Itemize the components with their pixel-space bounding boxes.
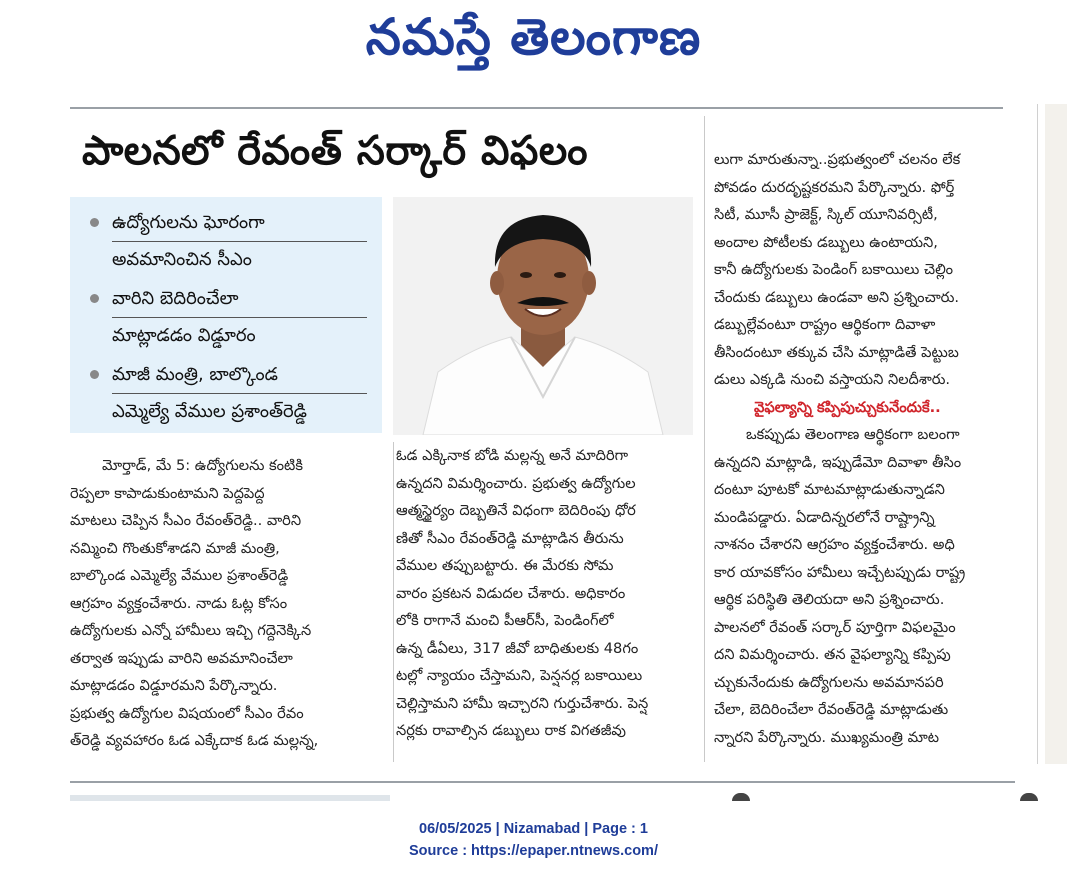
text-line: లుగా మారుతున్నా..ప్రభుత్వంలో చలనం లేక (714, 151, 961, 168)
text-line: మాటలు చెప్పిన సీఎం రేవంత్‌రెడ్డి.. వారిని (70, 512, 302, 529)
right-edge-rule (1037, 104, 1038, 764)
text-line: పోవడం దురదృష్టకరమని పేర్కొన్నారు. ఫోర్త్ (714, 178, 955, 196)
text-line: న్నారని పేర్కొన్నారు. ముఖ్యమంత్రి మాట (714, 728, 939, 746)
text-line: మోర్తాడ్, మే 5: ఉద్యోగులను కంటికి (102, 457, 303, 474)
column-divider (393, 442, 394, 762)
text-line: చ్చుకునేందుకు ఉద్యోగులను అవమానపరి (714, 673, 944, 691)
text-line: సిటీ, మూసీ ప్రాజెక్ట్, స్కిల్ యూనివర్సిటీ, (714, 206, 938, 223)
text-line: ఉన్న డీఏలు, 317 జీవో బాధితులకు 48గం (396, 639, 639, 657)
text-line: రెప్పలా కాపాడుకుంటామని పెద్దపెద్ద (70, 484, 265, 502)
text-line: ఆగ్రహం వ్యక్తంచేశారు. నాడు ఓట్ల కోసం (70, 594, 288, 612)
text-line: మాట్లాడడం విడ్డూరమని పేర్కొన్నారు. (70, 677, 278, 694)
text-line: త్‌రెడ్డి వ్యవహారం ఓడ ఎక్కేదాక ఓడ మల్లన్న, (70, 732, 319, 749)
highlight-line: అవమానించిన సీఎం (112, 249, 252, 270)
text-line: బాల్కొండ ఎమ్మెల్యే వేముల ప్రశాంత్‌రెడ్డి (70, 567, 289, 584)
highlight-line: ఉద్యోగులను ఘోరంగా (112, 205, 367, 242)
article-column-2 (396, 442, 694, 745)
bullet-icon (90, 218, 99, 227)
highlight-line: మాజీ మంత్రి, బాల్కొండ (112, 357, 367, 394)
article-headline: పాలనలో రేవంత్ సర్కార్ విఫలం (82, 128, 589, 174)
text-line: లోకి రాగానే మంచి పీఆర్‌సీ, పెండింగ్‌లో (396, 612, 614, 629)
portrait-image (393, 197, 693, 435)
text-line: నమ్మించి గొంతుకోశాడని మాజీ మంత్రి, (70, 539, 280, 557)
text-line: ఆత్మస్థైర్యం దెబ్బతినే విధంగా బెదిరింపు ధోర (396, 502, 636, 519)
next-article-glyph (732, 793, 750, 801)
text-line: ఉన్నదని మాట్లాడి, ఇప్పుడేమో దివాళా తీసిం (714, 453, 962, 471)
section-subheading: వైఫల్యాన్ని కప్పిపుచ్చుకునేందుకే.. (754, 398, 941, 416)
highlight-line: ఎమ్మెల్యే వేముల ప్రశాంత్‌రెడ్డి (112, 401, 307, 422)
text-line: తీసిందంటూ తక్కువ చేసి మాట్లాడితే పెట్టుబ (714, 343, 959, 361)
text-line: దని విమర్శించారు. తన వైఫల్యాన్ని కప్పిపు (714, 646, 951, 663)
highlights-box (70, 197, 382, 433)
bullet-icon (90, 370, 99, 379)
top-rule (70, 107, 1003, 109)
text-line: ఆర్థిక పరిస్థితి తెలియదా అని ప్రశ్నించారు. (714, 591, 945, 608)
text-line: చెల్లిస్తామని హామీ ఇచ్చారని గుర్తుచేశారు. పెన్ష (396, 694, 649, 712)
source-link[interactable]: Source : https://epaper.ntnews.com/ (409, 843, 658, 859)
bottom-rule (70, 781, 1015, 783)
politician-photo (393, 197, 693, 435)
text-line: డులు ఎక్కడి నుంచి వస్తాయని నిలదీశారు. (714, 371, 951, 388)
edition-info: 06/05/2025 | Nizamabad | Page : 1 (419, 821, 648, 837)
next-article-strip (70, 795, 390, 801)
text-line: కానీ ఉద్యోగులకు పెండింగ్ బకాయిలు చెల్లిం (714, 261, 954, 278)
text-line: టల్లో న్యాయం చేస్తామని, పెన్షనర్ల బకాయిలు (396, 667, 643, 684)
text-line: ఉద్యోగులకు ఎన్నో హామీలు ఇచ్చి గద్దెనెక్కిన (70, 622, 312, 639)
text-line: అందాల పోటీలకు డబ్బులు ఉంటాయని, (714, 233, 938, 251)
text-line: కార యావకోసం హామీలు ఇచ్చేటప్పుడు రాష్ట్ర (714, 563, 966, 581)
text-line: దంటూ పూటకో మాటమాట్లాడుతున్నాడని (714, 481, 945, 498)
article-column-1 (70, 452, 384, 755)
text-line: ఒకప్పుడు తెలంగాణ ఆర్థికంగా బలంగా (746, 426, 960, 443)
text-line: తర్వాత ఇప్పుడు వారిని అవమానించేలా (70, 649, 293, 667)
text-line: మండిపడ్డారు. ఏడాదిన్నరలోనే రాష్ట్రాన్ని (714, 508, 935, 526)
text-line: ఓడ ఎక్కినాక బోడి మల్లన్న అనే మాదిరిగా (396, 447, 629, 464)
text-line: చేందుకు డబ్బులు ఉండవా అని ప్రశ్నించారు. (714, 288, 960, 306)
highlight-line: మాట్లాడడం విడ్డూరం (112, 325, 256, 346)
text-line: ఉన్నదని విమర్శించారు. ప్రభుత్వ ఉద్యోగుల (396, 474, 636, 492)
article-column-3 (714, 146, 1030, 751)
text-line: పాలనలో రేవంత్ సర్కార్ పూర్తిగా విఫలమైం (714, 618, 956, 636)
column-divider (704, 116, 705, 762)
text-line: వారం ప్రకటన విడుదల చేశారు. అధికారం (396, 584, 626, 602)
bullet-icon (90, 294, 99, 303)
newspaper-logo: నమస్తే తెలంగాణ (365, 8, 702, 66)
text-line: నర్లకు రావాల్సిన డబ్బులు రాక విగతజీవు (396, 722, 626, 739)
text-line: ణితో సీఎం రేవంత్‌రెడ్డి మాట్లాడిన తీరును (396, 529, 624, 547)
adjacent-page-strip (1045, 104, 1067, 764)
masthead (0, 0, 1067, 90)
text-line: చేలా, బెదిరించేలా రేవంత్‌రెడ్డి మాట్లాడుతు (714, 701, 949, 718)
text-line: వేముల తప్పుబట్టారు. ఈ మేరకు సోమ (396, 557, 614, 574)
highlight-line: వారిని బెదిరించేలా (112, 281, 367, 318)
next-article-glyph (1020, 793, 1038, 801)
page-footer (0, 818, 1067, 862)
text-line: నాశనం చేశారని ఆగ్రహం వ్యక్తంచేశారు. అధి (714, 536, 955, 553)
text-line: డబ్బుల్లేవంటూ రాష్ట్రం ఆర్థికంగా దివాళా (714, 316, 936, 333)
text-line: ప్రభుత్వ ఉద్యోగుల విషయంలో సీఎం రేవం (70, 704, 304, 722)
